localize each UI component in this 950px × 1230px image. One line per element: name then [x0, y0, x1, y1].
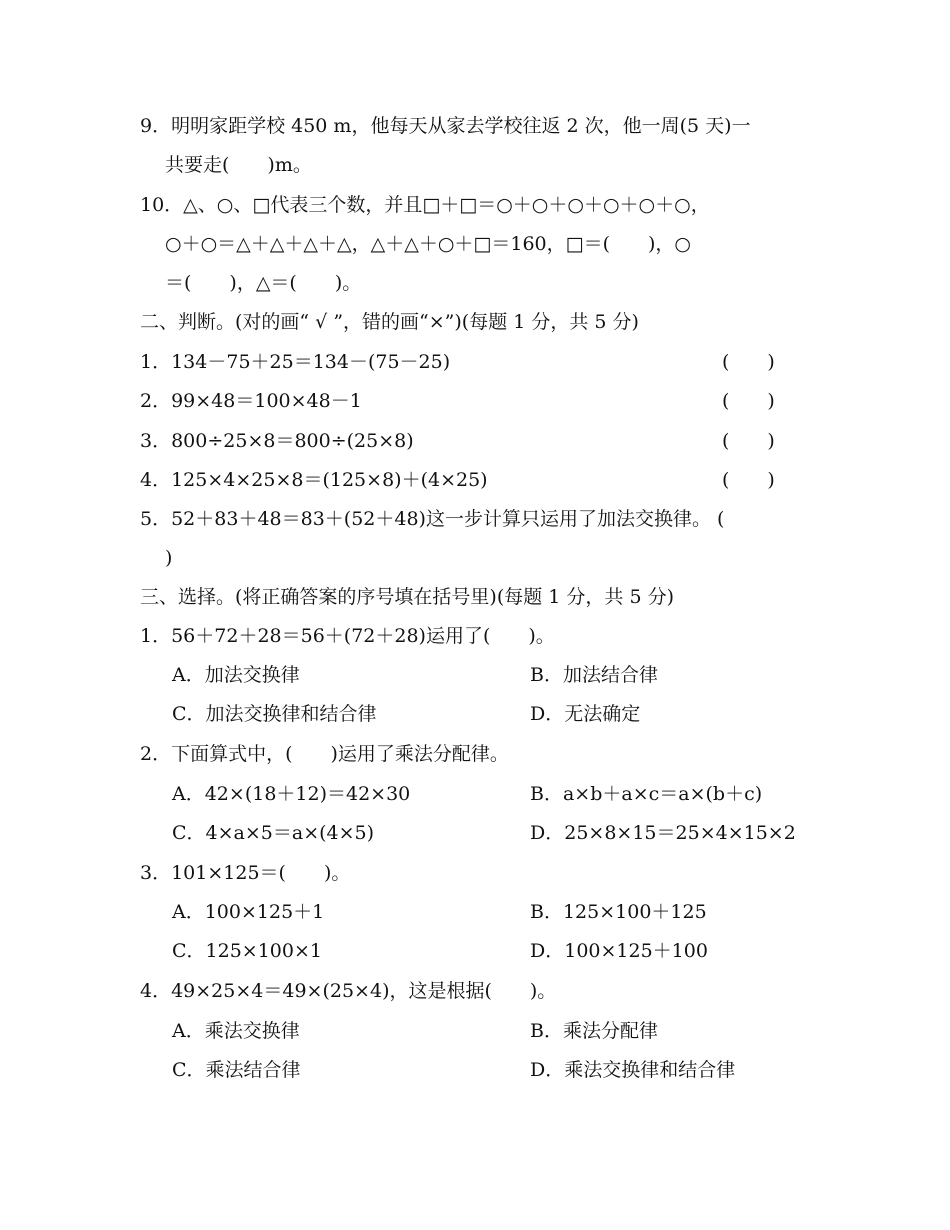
q10-line-2: ○＋○＝△＋△＋△＋△，△＋△＋○＋□＝160，□＝( )，○ [165, 233, 691, 255]
choice-q1-option-a: A．加法交换律 [172, 664, 300, 686]
choice-q4-option-b: B．乘法分配律 [530, 1020, 658, 1042]
choice-q2-option-d: D．25×8×15＝25×4×15×2 [530, 822, 796, 844]
choice-section-title: 三、选择。(将正确答案的序号填在括号里)(每题 1 分，共 5 分) [140, 586, 674, 608]
judge-section-title: 二、判断。(对的画“ √ ”，错的画“×”)(每题 1 分，共 5 分) [140, 311, 639, 333]
judge-item-3: 3．800÷25×8＝800÷(25×8) [140, 430, 414, 452]
judge-item-4: 4．125×4×25×8＝(125×8)＋(4×25) [140, 469, 488, 491]
judge-item-2: 2．99×48＝100×48－1 [140, 390, 362, 412]
judge-item-1-answer: ( ) [722, 351, 775, 373]
choice-q1-option-c: C．加法交换律和结合律 [172, 703, 377, 725]
choice-q4-stem: 4．49×25×4＝49×(25×4)，这是根据( )。 [140, 980, 557, 1002]
judge-item-1: 1．134－75＋25＝134－(75－25) [140, 351, 451, 373]
q10-line-3: ＝( )，△＝( )。 [165, 272, 362, 294]
judge-item-4-answer: ( ) [722, 469, 775, 491]
choice-q3-option-d: D．100×125＋100 [530, 940, 708, 962]
judge-item-3-answer: ( ) [722, 430, 775, 452]
choice-q2-option-b: B．a×b＋a×c＝a×(b＋c) [530, 783, 763, 805]
choice-q2-stem: 2．下面算式中，( )运用了乘法分配律。 [140, 743, 509, 765]
q10-line-1: 10．△、○、□代表三个数，并且□＋□＝○＋○＋○＋○＋○＋○， [140, 194, 710, 216]
choice-q4-option-c: C．乘法结合律 [172, 1059, 301, 1081]
q9-line-2: 共要走( )m。 [165, 154, 312, 176]
choice-q2-option-a: A．42×(18＋12)＝42×30 [172, 783, 411, 805]
choice-q4-option-d: D．乘法交换律和结合律 [530, 1059, 736, 1081]
choice-q2-option-c: C．4×a×5＝a×(4×5) [172, 822, 375, 844]
choice-q4-option-a: A．乘法交换律 [172, 1020, 300, 1042]
judge-item-5-line-1: 5．52＋83＋48＝83＋(52＋48)这一步计算只运用了加法交换律。 ( [140, 508, 725, 530]
choice-q3-option-b: B．125×100＋125 [530, 901, 707, 923]
judge-item-2-answer: ( ) [722, 390, 775, 412]
choice-q3-option-c: C．125×100×1 [172, 940, 322, 962]
judge-item-5-line-2: ) [165, 547, 173, 569]
choice-q1-option-b: B．加法结合律 [530, 664, 658, 686]
choice-q1-stem: 1．56＋72＋28＝56＋(72＋28)运用了( )。 [140, 625, 555, 647]
choice-q3-stem: 3．101×125＝( )。 [140, 862, 351, 884]
choice-q3-option-a: A．100×125＋1 [172, 901, 325, 923]
choice-q1-option-d: D．无法确定 [530, 703, 641, 725]
q9-line-1: 9．明明家距学校 450 m，他每天从家去学校往返 2 次，他一周(5 天)一 [140, 115, 751, 137]
